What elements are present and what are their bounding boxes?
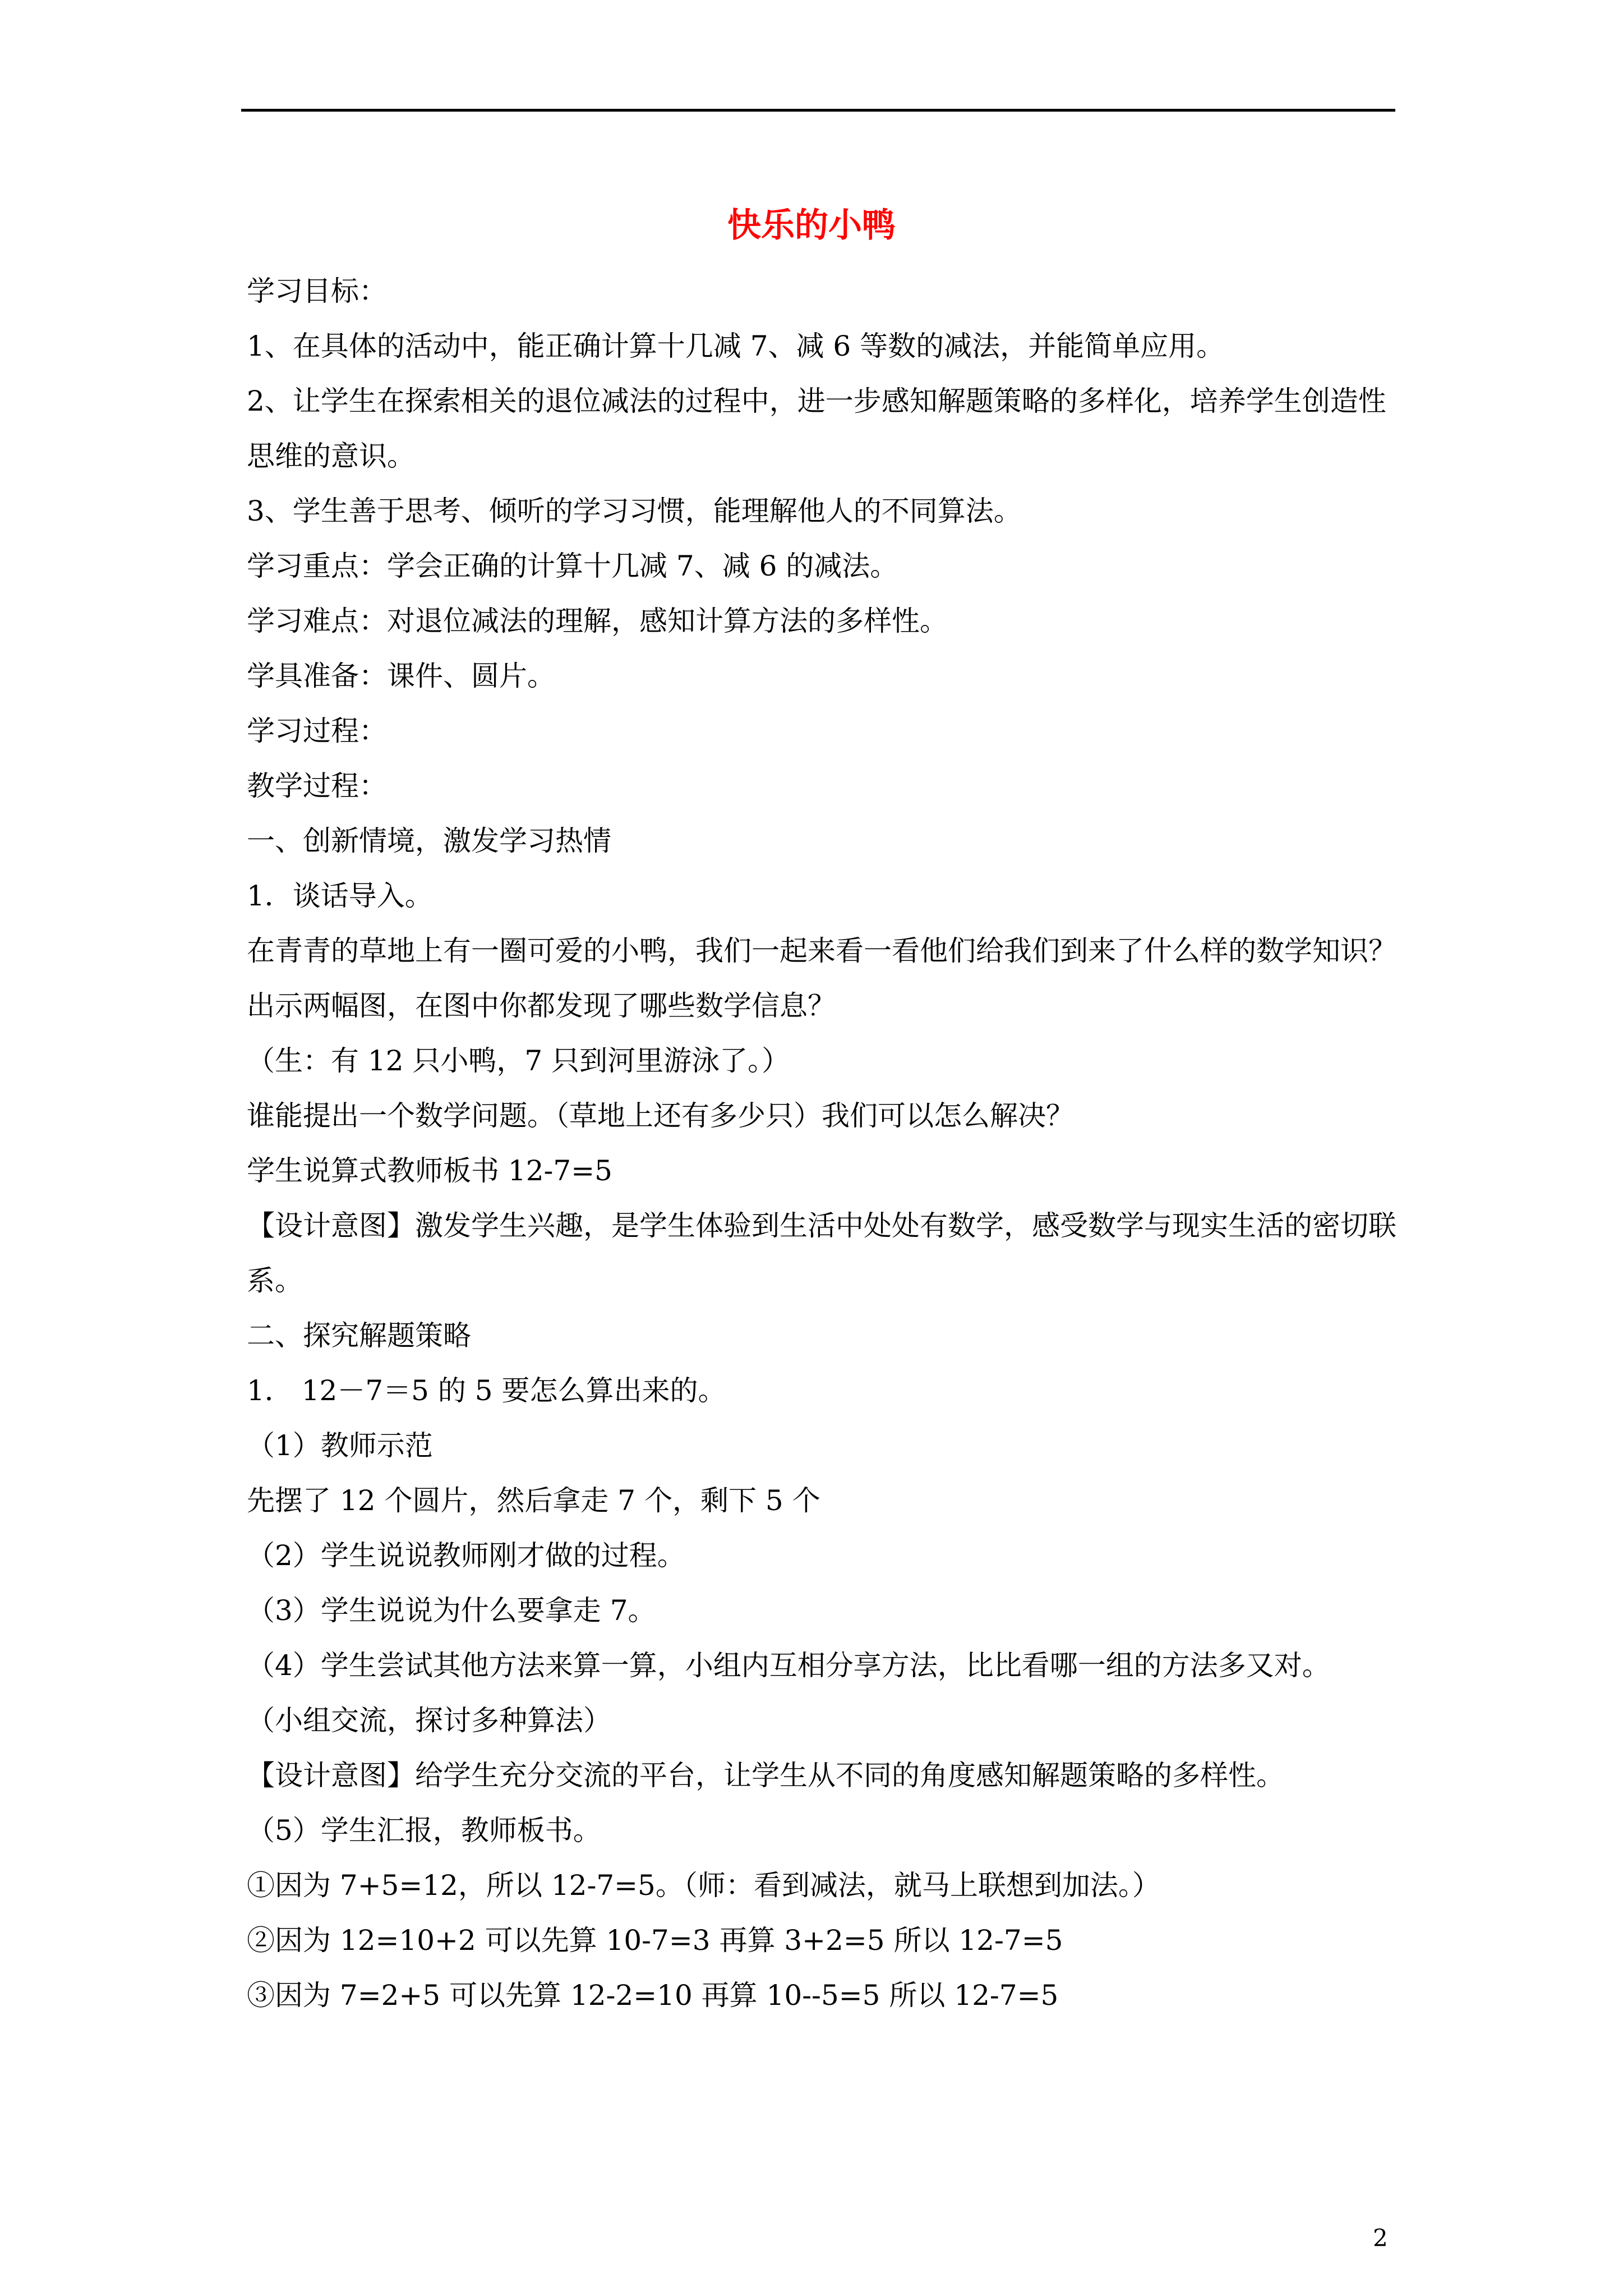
section-heading: 二、探究解题策略 [247, 1319, 471, 1352]
paragraph: 学习难点：对退位减法的理解，感知计算方法的多样性。 [247, 605, 948, 637]
paragraph: 1、在具体的活动中，能正确计算十几减 7、减 6 等数的减法，并能简单应用。 [247, 330, 1225, 362]
paragraph: （1）教师示范 [247, 1429, 433, 1462]
paragraph: 学习重点：学会正确的计算十几减 7、减 6 的减法。 [247, 550, 898, 582]
paragraph: ③因为 7=2+5 可以先算 12-2=10 再算 10--5=5 所以 12-7=5 [247, 1979, 1059, 2012]
document-title: 快乐的小鸭 [727, 206, 896, 245]
paragraph: ②因为 12=10+2 可以先算 10-7=3 再算 3+2=5 所以 12-7=5 [247, 1924, 1063, 1957]
paragraph: 【设计意图】激发学生兴趣，是学生体验到生活中处处有数学，感受数学与现实生活的密切联系。 [247, 1209, 1396, 1297]
paragraph: （生：有 12 只小鸭，7 只到河里游泳了。） [247, 1045, 790, 1077]
paragraph: 学具准备：课件、圆片。 [247, 660, 555, 692]
paragraph: 2、让学生在探索相关的退位减法的过程中，进一步感知解题策略的多样化，培养学生创造性思维的意识。 [247, 385, 1386, 472]
paragraph: 在青青的草地上有一圈可爱的小鸭，我们一起来看一看他们给我们到来了什么样的数学知识？ [247, 935, 1396, 967]
paragraph: 学习过程： [247, 715, 387, 747]
page-number: 2 [1373, 2224, 1388, 2252]
paragraph: 先摆了 12 个圆片，然后拿走 7 个，剩下 5 个 [247, 1484, 820, 1517]
paragraph: （5）学生汇报，教师板书。 [247, 1814, 601, 1847]
paragraph: 3、学生善于思考、倾听的学习习惯，能理解他人的不同算法。 [247, 495, 1022, 527]
paragraph: 【设计意图】给学生充分交流的平台，让学生从不同的角度感知解题策略的多样性。 [247, 1759, 1284, 1792]
paragraph: （小组交流，探讨多种算法） [247, 1704, 611, 1737]
paragraph: 出示两幅图，在图中你都发现了哪些数学信息？ [247, 990, 836, 1022]
header-rule [241, 109, 1395, 112]
paragraph: 学生说算式教师板书 12-7=5 [247, 1154, 612, 1187]
paragraph: （4）学生尝试其他方法来算一算，小组内互相分享方法，比比看哪一组的方法多又对。 [247, 1649, 1330, 1682]
paragraph: 谁能提出一个数学问题。（草地上还有多少只）我们可以怎么解决？ [247, 1099, 1074, 1132]
paragraph: （2）学生说说教师刚才做的过程。 [247, 1539, 685, 1572]
paragraph: 教学过程： [247, 770, 387, 802]
document-body [247, 264, 1402, 2023]
paragraph: 1．谈话导入。 [247, 880, 433, 912]
paragraph: ①因为 7+5=12，所以 12-7=5。（师：看到减法，就马上联想到加法。） [247, 1869, 1160, 1902]
paragraph: （3）学生说说为什么要拿走 7。 [247, 1594, 656, 1627]
paragraph: 学习目标： [247, 275, 387, 307]
section-heading: 一、创新情境，激发学习热情 [247, 825, 611, 857]
paragraph: 1． 12－7＝5 的 5 要怎么算出来的。 [247, 1374, 726, 1407]
